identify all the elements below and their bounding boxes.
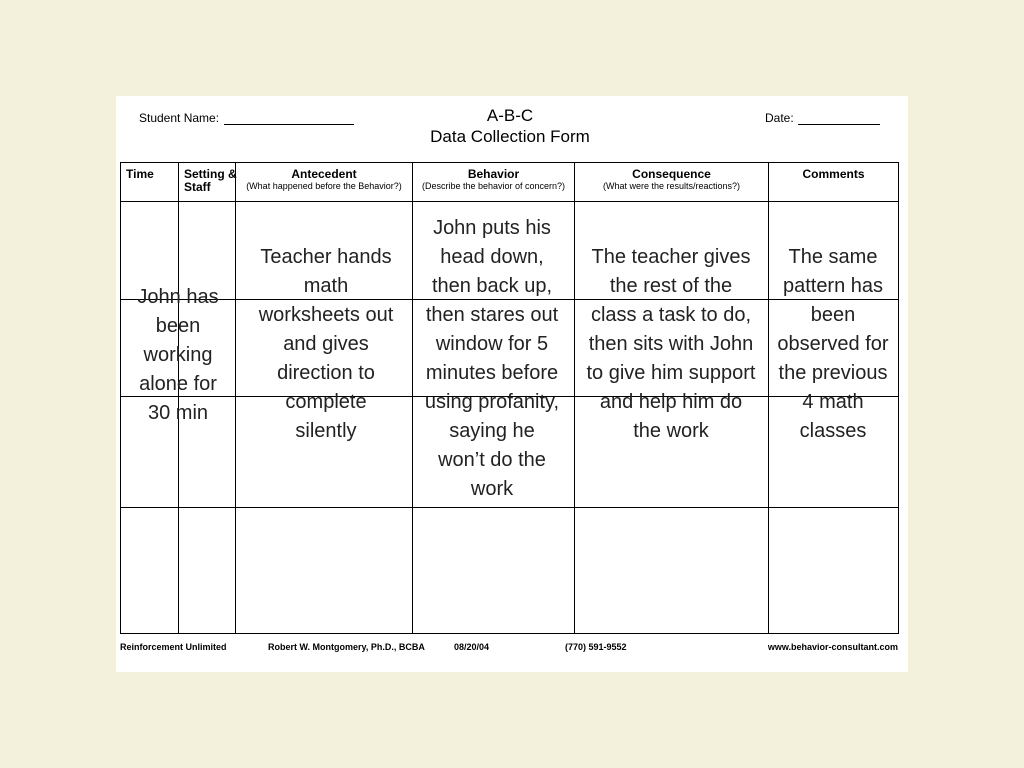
table-border-right (898, 162, 899, 634)
footer-date: 08/20/04 (454, 642, 490, 652)
column-subtitle: (What happened before the Behavior?) (246, 181, 402, 191)
column-header-time (122, 168, 166, 181)
column-header-setting-staff (180, 168, 240, 194)
footer-website: www.behavior-consultant.com (767, 642, 898, 652)
footer-organization: Reinforcement Unlimited (120, 642, 227, 652)
column-divider (235, 162, 236, 634)
column-subtitle: (Describe the behavior of concern?) (421, 181, 566, 191)
column-title: Time (126, 167, 154, 181)
abc-data-collection-form (116, 96, 908, 672)
column-divider (768, 162, 769, 634)
abc-table (120, 162, 899, 634)
entry-consequence: The teacher gives the rest of the class a task to do, then sits with John to give him support and help him do the work (586, 246, 756, 442)
entry-behavior: John puts his head down, then back up, then stares out window for 5 minutes before using profanity, saying he won’t do the work (424, 217, 560, 500)
column-header-consequence (575, 168, 768, 192)
date-line (798, 124, 880, 125)
student-name-label: Student Name: (139, 111, 220, 125)
entry-time: John has been working alone for 30 min (137, 286, 219, 424)
footer-author: Robert W. Montgomery, Ph.D., BCBA (268, 642, 425, 652)
column-divider (574, 162, 575, 634)
column-title: Consequence (632, 167, 711, 181)
column-header-antecedent (236, 168, 412, 192)
table-border-top (120, 162, 899, 163)
entry-comments: The same pattern has been observed for the previous 4 math classes (777, 246, 889, 442)
table-border-bottom (120, 633, 899, 634)
table-border-left (120, 162, 121, 634)
column-header-comments (769, 168, 898, 181)
column-header-behavior (413, 168, 574, 192)
entry-antecedent: Teacher hands math worksheets out and gives direction to complete silently (258, 246, 394, 442)
row-divider (120, 507, 899, 508)
date-label: Date: (765, 111, 794, 125)
form-title-line1: A-B-C (486, 106, 534, 125)
form-title-line2: Data Collection Form (430, 127, 590, 146)
footer-phone: (770) 591-9552 (565, 642, 627, 652)
column-title: Setting & Staff (184, 167, 237, 194)
column-divider (412, 162, 413, 634)
column-title: Antecedent (291, 167, 357, 181)
column-subtitle: (What were the results/reactions?) (602, 181, 741, 191)
column-title: Behavior (467, 167, 520, 181)
column-title: Comments (802, 167, 865, 181)
header-divider (120, 201, 899, 202)
